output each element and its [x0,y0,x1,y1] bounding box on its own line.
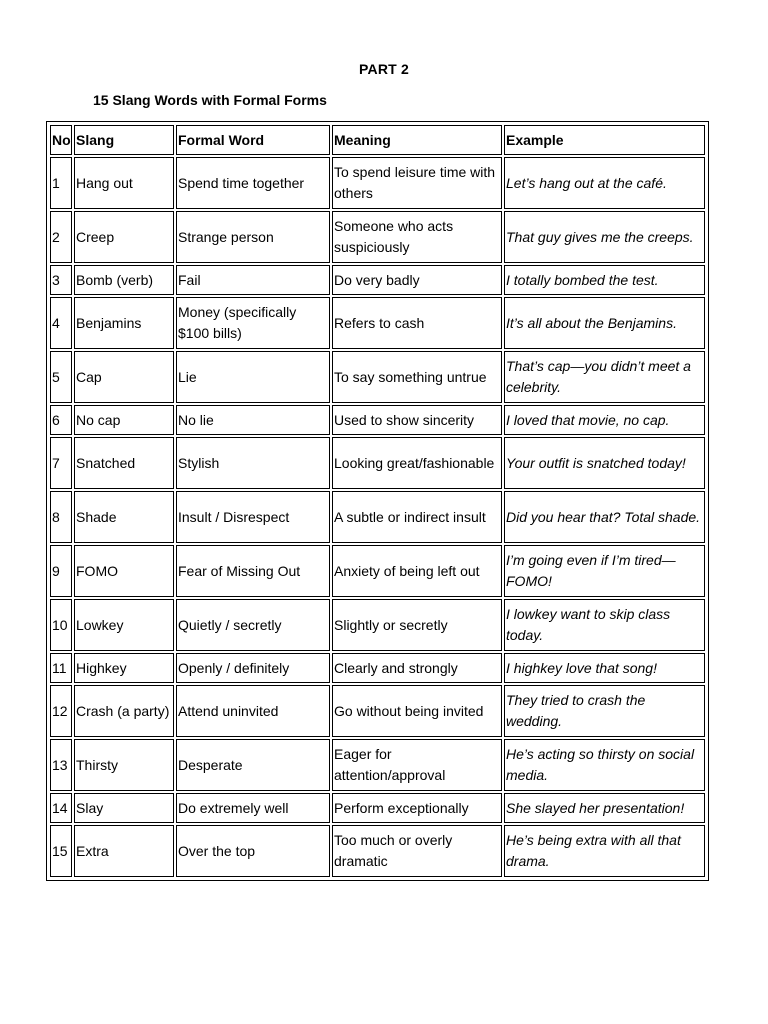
cell-meaning: Perform exceptionally [332,793,502,823]
cell-example: I totally bombed the test. [504,265,705,295]
cell-meaning: Eager for attention/approval [332,739,502,791]
cell-slang: Slay [74,793,174,823]
column-header-no: No [50,125,72,155]
cell-formal: Spend time together [176,157,330,209]
cell-no: 4 [50,297,72,349]
cell-example: I’m going even if I’m tired—FOMO! [504,545,705,597]
table-row [50,545,705,597]
cell-example: She slayed her presentation! [504,793,705,823]
cell-example: Let’s hang out at the café. [504,157,705,209]
cell-example: I lowkey want to skip class today. [504,599,705,651]
cell-no: 9 [50,545,72,597]
cell-meaning: A subtle or indirect insult [332,491,502,543]
cell-meaning: Looking great/fashionable [332,437,502,489]
cell-slang: Hang out [74,157,174,209]
cell-meaning: Used to show sincerity [332,405,502,435]
cell-no: 13 [50,739,72,791]
cell-meaning: Clearly and strongly [332,653,502,683]
cell-no: 8 [50,491,72,543]
cell-slang: Extra [74,825,174,877]
cell-example: That’s cap—you didn’t meet a celebrity. [504,351,705,403]
table-row [50,491,705,543]
table-row [50,437,705,489]
cell-slang: Creep [74,211,174,263]
cell-slang: Thirsty [74,739,174,791]
cell-formal: No lie [176,405,330,435]
table-row [50,157,705,209]
cell-no: 14 [50,793,72,823]
table-row [50,739,705,791]
cell-meaning: Too much or overly dramatic [332,825,502,877]
cell-formal: Do extremely well [176,793,330,823]
cell-no: 12 [50,685,72,737]
cell-formal: Strange person [176,211,330,263]
cell-slang: Crash (a party) [74,685,174,737]
cell-formal: Fear of Missing Out [176,545,330,597]
cell-no: 15 [50,825,72,877]
cell-meaning: Someone who acts suspiciously [332,211,502,263]
cell-meaning: Do very badly [332,265,502,295]
cell-meaning: Go without being invited [332,685,502,737]
cell-slang: Cap [74,351,174,403]
cell-slang: Snatched [74,437,174,489]
cell-formal: Openly / definitely [176,653,330,683]
cell-example: I highkey love that song! [504,653,705,683]
table-row [50,825,705,877]
cell-no: 11 [50,653,72,683]
table-row [50,599,705,651]
cell-example: I loved that movie, no cap. [504,405,705,435]
cell-example: That guy gives me the creeps. [504,211,705,263]
cell-example: It’s all about the Benjamins. [504,297,705,349]
table-row [50,793,705,823]
cell-example: They tried to crash the wedding. [504,685,705,737]
table-row [50,405,705,435]
cell-no: 5 [50,351,72,403]
cell-example: He’s acting so thirsty on social media. [504,739,705,791]
cell-formal: Desperate [176,739,330,791]
table-row [50,685,705,737]
cell-slang: Bomb (verb) [74,265,174,295]
cell-formal: Quietly / secretly [176,599,330,651]
table-row [50,211,705,263]
cell-formal: Insult / Disrespect [176,491,330,543]
cell-slang: No cap [74,405,174,435]
cell-slang: Highkey [74,653,174,683]
slang-table [48,123,707,879]
column-header-meaning: Meaning [332,125,502,155]
cell-example: He’s being extra with all that drama. [504,825,705,877]
cell-example: Did you hear that? Total shade. [504,491,705,543]
cell-meaning: Slightly or secretly [332,599,502,651]
cell-slang: Shade [74,491,174,543]
cell-meaning: To spend leisure time with others [332,157,502,209]
cell-meaning: To say something untrue [332,351,502,403]
cell-formal: Stylish [176,437,330,489]
cell-no: 3 [50,265,72,295]
cell-example: Your outfit is snatched today! [504,437,705,489]
section-title: 15 Slang Words with Formal Forms [93,92,327,108]
cell-formal: Lie [176,351,330,403]
column-header-formal-word: Formal Word [176,125,330,155]
cell-meaning: Anxiety of being left out [332,545,502,597]
table-row [50,351,705,403]
table-row [50,297,705,349]
cell-meaning: Refers to cash [332,297,502,349]
cell-formal: Fail [176,265,330,295]
cell-no: 7 [50,437,72,489]
cell-slang: FOMO [74,545,174,597]
column-header-slang: Slang [74,125,174,155]
cell-slang: Benjamins [74,297,174,349]
page-heading: PART 2 [359,61,409,77]
cell-slang: Lowkey [74,599,174,651]
table-row [50,265,705,295]
cell-no: 6 [50,405,72,435]
cell-no: 10 [50,599,72,651]
cell-no: 1 [50,157,72,209]
slang-table-frame [46,121,709,881]
column-header-example: Example [504,125,705,155]
table-header-row [50,125,705,155]
cell-no: 2 [50,211,72,263]
cell-formal: Over the top [176,825,330,877]
cell-formal: Attend uninvited [176,685,330,737]
cell-formal: Money (specifically $100 bills) [176,297,330,349]
table-row [50,653,705,683]
